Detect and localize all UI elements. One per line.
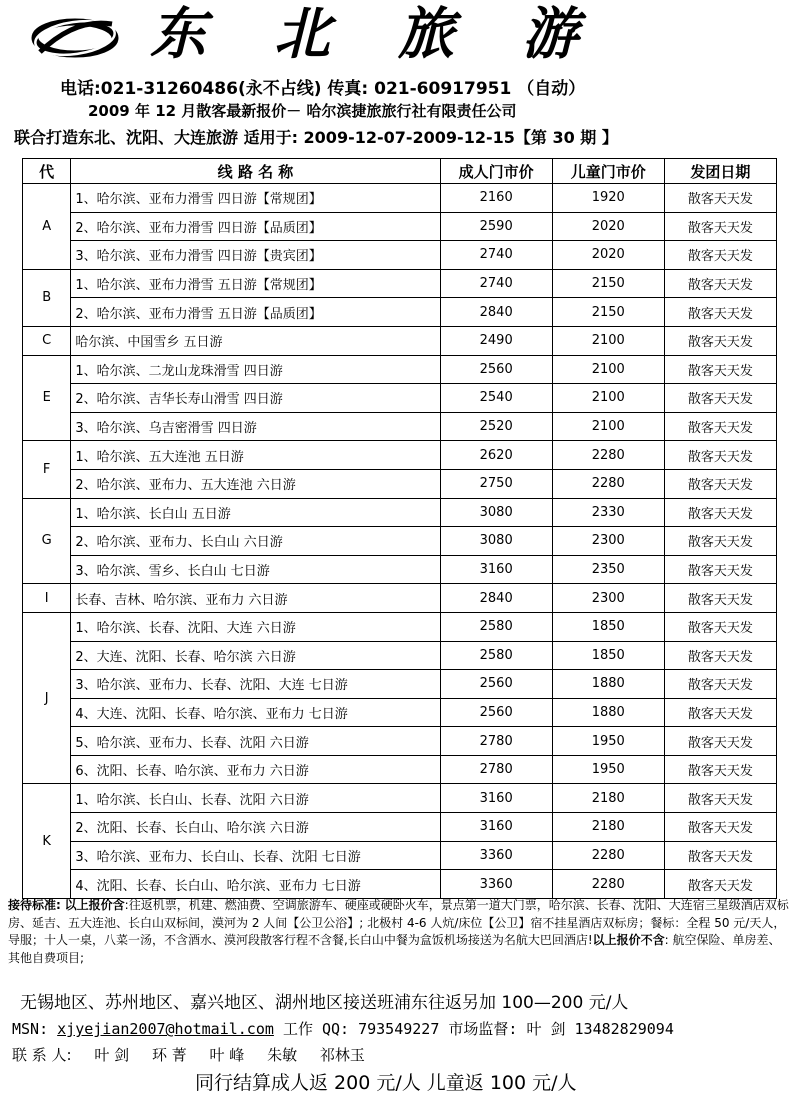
adult-price: 2560 — [440, 355, 552, 384]
child-price: 1850 — [552, 612, 664, 641]
child-price: 2180 — [552, 813, 664, 842]
table-row — [23, 555, 777, 584]
departure-date: 散客天天发 — [664, 870, 776, 899]
route-name: 6、沈阳、长春、哈尔滨、亚布力 六日游 — [71, 755, 440, 784]
adult-price: 2840 — [440, 298, 552, 327]
child-price: 2280 — [552, 870, 664, 899]
table-row — [23, 384, 777, 413]
route-code: K — [23, 784, 71, 898]
route-name: 3、哈尔滨、雪乡、长白山 七日游 — [71, 555, 440, 584]
price-table-body — [23, 184, 777, 899]
route-name: 3、哈尔滨、亚布力、长春、沈阳、大连 七日游 — [71, 670, 440, 699]
child-price: 2150 — [552, 269, 664, 298]
departure-date: 散客天天发 — [664, 326, 776, 355]
contacts-line — [12, 1044, 383, 1065]
departure-date: 散客天天发 — [664, 355, 776, 384]
child-price: 1950 — [552, 727, 664, 756]
route-name: 1、哈尔滨、二龙山龙珠滑雪 四日游 — [71, 355, 440, 384]
departure-date: 散客天天发 — [664, 727, 776, 756]
route-name: 2、哈尔滨、亚布力、长白山 六日游 — [71, 527, 440, 556]
departure-date: 散客天天发 — [664, 498, 776, 527]
route-code: F — [23, 441, 71, 498]
company-logo — [30, 8, 120, 63]
adult-price: 2750 — [440, 469, 552, 498]
table-row — [23, 498, 777, 527]
header-departure: 发团日期 — [664, 159, 776, 184]
adult-price: 2490 — [440, 326, 552, 355]
route-code: G — [23, 498, 71, 584]
contacts-label: 联 系 人: — [12, 1046, 72, 1064]
adult-price: 2740 — [440, 241, 552, 270]
adult-price: 3160 — [440, 555, 552, 584]
table-row — [23, 727, 777, 756]
table-row — [23, 355, 777, 384]
table-row — [23, 813, 777, 842]
route-name: 2、哈尔滨、亚布力滑雪 四日游【品质团】 — [71, 212, 440, 241]
child-price: 1950 — [552, 755, 664, 784]
adult-price: 3160 — [440, 813, 552, 842]
header-route: 线 路 名 称 — [71, 159, 440, 184]
route-code: A — [23, 184, 71, 270]
period-line: 联合打造东北、沈阳、大连旅游 适用于: 2009-12-07-2009-12-15【第 30 期 】 — [14, 128, 618, 147]
table-row — [23, 269, 777, 298]
route-name: 3、哈尔滨、亚布力滑雪 四日游【贵宾团】 — [71, 241, 440, 270]
adult-price: 3080 — [440, 498, 552, 527]
child-price: 2150 — [552, 298, 664, 327]
service-standard — [8, 897, 794, 967]
child-price: 1920 — [552, 184, 664, 213]
child-price: 2100 — [552, 412, 664, 441]
msn-email-link[interactable]: xjyejian2007@hotmail.com — [57, 1020, 274, 1038]
table-row — [23, 212, 777, 241]
supervisor: 市场监督: 叶 剑 13482829094 — [448, 1020, 674, 1038]
table-row — [23, 584, 777, 613]
route-name: 2、哈尔滨、亚布力滑雪 五日游【品质团】 — [71, 298, 440, 327]
table-row — [23, 184, 777, 213]
adult-price: 3360 — [440, 870, 552, 899]
contact-person: 环 菁 — [151, 1046, 187, 1064]
table-row — [23, 527, 777, 556]
adult-price: 2740 — [440, 269, 552, 298]
route-name: 1、哈尔滨、五大连池 五日游 — [71, 441, 440, 470]
subtitle: 2009 年 12 月散客最新报价－ 哈尔滨捷旅旅行社有限责任公司 — [88, 102, 517, 120]
child-price: 2020 — [552, 241, 664, 270]
adult-price: 3360 — [440, 841, 552, 870]
route-name: 哈尔滨、中国雪乡 五日游 — [71, 326, 440, 355]
route-name: 4、大连、沈阳、长春、哈尔滨、亚布力 七日游 — [71, 698, 440, 727]
table-row — [23, 670, 777, 699]
child-price: 2100 — [552, 384, 664, 413]
departure-date: 散客天天发 — [664, 469, 776, 498]
transfer-note: 无锡地区、苏州地区、嘉兴地区、湖州地区接送班浦东往返另加 100—200 元/人 — [20, 993, 629, 1013]
contact-person: 叶 峰 — [209, 1046, 245, 1064]
route-name: 1、哈尔滨、长春、沈阳、大连 六日游 — [71, 612, 440, 641]
msn-line — [12, 1018, 674, 1039]
excluded-label: 以上报价不含 — [592, 933, 665, 947]
contact-person: 朱敏 — [267, 1046, 298, 1064]
price-table — [22, 158, 777, 899]
departure-date: 散客天天发 — [664, 841, 776, 870]
adult-price: 2520 — [440, 412, 552, 441]
table-row — [23, 298, 777, 327]
departure-date: 散客天天发 — [664, 298, 776, 327]
adult-price: 2780 — [440, 755, 552, 784]
child-price: 2280 — [552, 441, 664, 470]
child-price: 2180 — [552, 784, 664, 813]
msn-label: MSN: — [12, 1020, 49, 1038]
table-header-row — [23, 159, 777, 184]
table-row — [23, 469, 777, 498]
child-price: 1880 — [552, 670, 664, 699]
rebate-note: 同行结算成人返 200 元/人 儿童返 100 元/人 — [195, 1072, 577, 1094]
adult-price: 2590 — [440, 212, 552, 241]
adult-price: 2160 — [440, 184, 552, 213]
included-label: 以上报价含 — [64, 898, 125, 912]
table-row — [23, 841, 777, 870]
route-code: I — [23, 584, 71, 613]
header-child-price: 儿童门市价 — [552, 159, 664, 184]
table-row — [23, 241, 777, 270]
route-name: 4、沈阳、长春、长白山、哈尔滨、亚布力 七日游 — [71, 870, 440, 899]
adult-price: 2780 — [440, 727, 552, 756]
departure-date: 散客天天发 — [664, 441, 776, 470]
table-row — [23, 441, 777, 470]
departure-date: 散客天天发 — [664, 184, 776, 213]
adult-price: 2560 — [440, 670, 552, 699]
table-row — [23, 698, 777, 727]
child-price: 2280 — [552, 469, 664, 498]
notes-label: 接待标准: — [8, 898, 61, 912]
table-row — [23, 755, 777, 784]
child-price: 2330 — [552, 498, 664, 527]
route-name: 3、哈尔滨、乌吉密滑雪 四日游 — [71, 412, 440, 441]
route-name: 1、哈尔滨、长白山、长春、沈阳 六日游 — [71, 784, 440, 813]
adult-price: 2580 — [440, 612, 552, 641]
route-code: J — [23, 612, 71, 784]
child-price: 1850 — [552, 641, 664, 670]
route-code: E — [23, 355, 71, 441]
contact-person: 祁林玉 — [319, 1046, 365, 1064]
departure-date: 散客天天发 — [664, 241, 776, 270]
route-name: 2、沈阳、长春、长白山、哈尔滨 六日游 — [71, 813, 440, 842]
departure-date: 散客天天发 — [664, 212, 776, 241]
departure-date: 散客天天发 — [664, 641, 776, 670]
adult-price: 2540 — [440, 384, 552, 413]
adult-price: 3160 — [440, 784, 552, 813]
adult-price: 3080 — [440, 527, 552, 556]
table-row — [23, 412, 777, 441]
table-row — [23, 326, 777, 355]
child-price: 2300 — [552, 584, 664, 613]
route-name: 3、哈尔滨、亚布力、长白山、长春、沈阳 七日游 — [71, 841, 440, 870]
contact-person: 叶 剑 — [94, 1046, 130, 1064]
route-name: 2、大连、沈阳、长春、哈尔滨 六日游 — [71, 641, 440, 670]
departure-date: 散客天天发 — [664, 670, 776, 699]
adult-price: 2560 — [440, 698, 552, 727]
departure-date: 散客天天发 — [664, 412, 776, 441]
route-name: 2、哈尔滨、亚布力、五大连池 六日游 — [71, 469, 440, 498]
header-code: 代 — [23, 159, 71, 184]
adult-price: 2580 — [440, 641, 552, 670]
adult-price: 2620 — [440, 441, 552, 470]
child-price: 2300 — [552, 527, 664, 556]
adult-price: 2840 — [440, 584, 552, 613]
route-name: 长春、吉林、哈尔滨、亚布力 六日游 — [71, 584, 440, 613]
child-price: 1880 — [552, 698, 664, 727]
departure-date: 散客天天发 — [664, 612, 776, 641]
departure-date: 散客天天发 — [664, 584, 776, 613]
table-row — [23, 612, 777, 641]
page-title: 东北旅游 — [150, 2, 646, 67]
table-row — [23, 784, 777, 813]
child-price: 2350 — [552, 555, 664, 584]
route-code: B — [23, 269, 71, 326]
route-name: 2、哈尔滨、吉华长寿山滑雪 四日游 — [71, 384, 440, 413]
contact-line: 电话:021-31260486(永不占线) 传真: 021-60917951 （自动） — [60, 79, 586, 99]
departure-date: 散客天天发 — [664, 813, 776, 842]
route-code: C — [23, 326, 71, 355]
departure-date: 散客天天发 — [664, 698, 776, 727]
child-price: 2100 — [552, 355, 664, 384]
departure-date: 散客天天发 — [664, 755, 776, 784]
child-price: 2100 — [552, 326, 664, 355]
route-name: 5、哈尔滨、亚布力、长春、沈阳 六日游 — [71, 727, 440, 756]
table-row — [23, 870, 777, 899]
departure-date: 散客天天发 — [664, 555, 776, 584]
route-name: 1、哈尔滨、亚布力滑雪 四日游【常规团】 — [71, 184, 440, 213]
included-text: :往返机票，机建、燃油费、空调旅游车、硬座或硬卧火车，景点第一道大门票，哈尔滨、长春、沈阳、大连宿三星级酒店双标房、延吉、五大连池、长白山双标间，漠河为 2 人间【公卫公浴】; 北极村 4-6 人炕/床位【公卫】宿不挂星酒店双标房；餐标：全程 50 元/天人，导服；十人一桌，八菜一汤，不含酒水、漠河段散客行程不含餐,长白山中餐为盒饭机场接送为名航大巴回酒店! — [8, 898, 789, 947]
route-name: 1、哈尔滨、长白山 五日游 — [71, 498, 440, 527]
departure-date: 散客天天发 — [664, 784, 776, 813]
departure-date: 散客天天发 — [664, 269, 776, 298]
child-price: 2020 — [552, 212, 664, 241]
excluded-text: : 航空保险、单房差、 其他自费项目; — [8, 933, 781, 965]
header-adult-price: 成人门市价 — [440, 159, 552, 184]
departure-date: 散客天天发 — [664, 384, 776, 413]
child-price: 2280 — [552, 841, 664, 870]
qq-number: 工作 QQ: 793549227 — [282, 1020, 440, 1038]
route-name: 1、哈尔滨、亚布力滑雪 五日游【常规团】 — [71, 269, 440, 298]
table-row — [23, 641, 777, 670]
departure-date: 散客天天发 — [664, 527, 776, 556]
